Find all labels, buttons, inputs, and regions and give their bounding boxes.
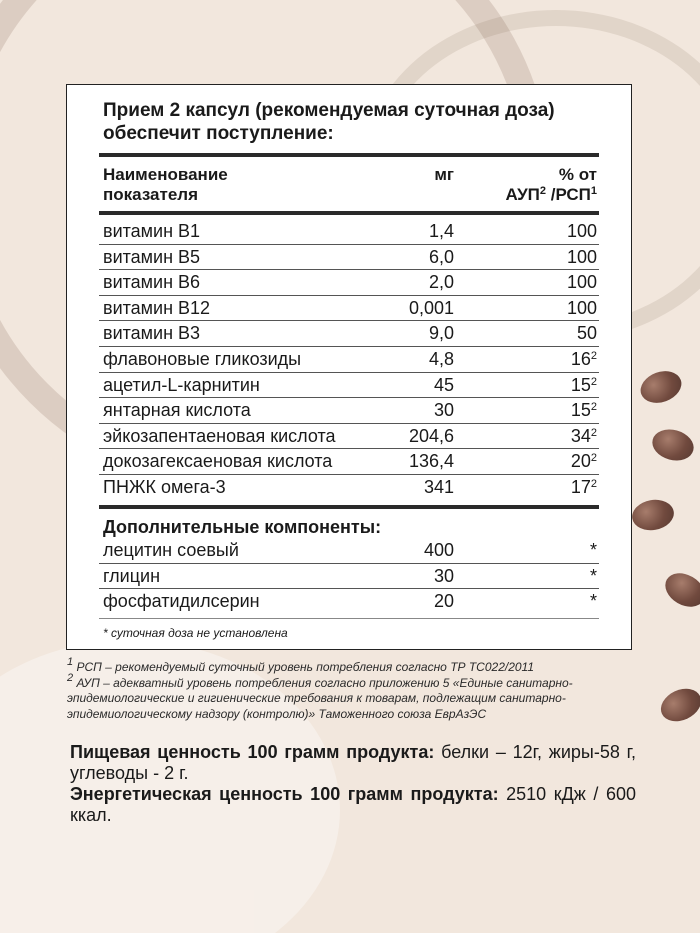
- nutrient-mg: 45: [433, 374, 454, 395]
- nutrient-percent: $16^2$: [570, 349, 597, 369]
- row-divider: [99, 563, 599, 564]
- nutrient-percent: 100: [566, 297, 597, 318]
- nutrient-percent: $15^2$: [570, 374, 597, 395]
- footnote-ref: 2: [590, 452, 597, 465]
- additional-components-title: Дополнительные компоненты:: [103, 517, 382, 537]
- capsule-image: [636, 366, 686, 409]
- nutrient-name: витамин В5: [103, 246, 201, 267]
- composition-panel: [66, 84, 632, 650]
- energy-value: Энергетическая ценность 100 грамм продукта: 2510 кДж / 600 ккал.: [70, 784, 636, 825]
- nutrient-percent: 100: [566, 246, 597, 267]
- intro-text: Прием 2 капсул (рекомендуемая суточная доза) обеспечит поступление:: [103, 100, 555, 144]
- header-name: Наименование показателя: [103, 165, 228, 204]
- nutrient-mg: 136,4: [408, 451, 454, 472]
- nutritional-value: Пищевая ценность 100 грамм продукта: белки – 12г, жиры-58 г, углеводы - 2 г.: [70, 742, 636, 783]
- table-end-rule: [99, 505, 599, 509]
- capsule-image: [649, 425, 697, 465]
- nutrient-mg: 2,0: [428, 272, 454, 293]
- additional-name: глицин: [103, 565, 161, 586]
- footnote-star: * суточная доза не установлена: [103, 626, 288, 640]
- nutrient-name: докозагексаеновая кислота: [103, 451, 333, 472]
- nutrient-mg: 30: [433, 400, 454, 421]
- additional-mg: 30: [433, 565, 454, 586]
- header-top-rule: [99, 153, 599, 157]
- nutrient-percent: 50: [576, 323, 597, 344]
- nutrition-info: [70, 742, 636, 826]
- nutrient-name: витамин В12: [103, 297, 211, 318]
- additional-end-rule: [99, 618, 599, 619]
- nutrient-name: эйкозапентаеновая кислота: [103, 425, 336, 446]
- footnotes: [67, 656, 637, 722]
- additional-percent: *: [589, 565, 597, 586]
- additional-percent: *: [589, 591, 597, 612]
- footnote-ref: 2: [590, 350, 597, 362]
- footnote-ref: 2: [590, 401, 597, 414]
- footnote-1: $^1$ РСП – рекомендуемый суточный уровень потребления согласно ТР ТС022/2011: [67, 656, 535, 674]
- nutrient-percent: 100: [566, 221, 597, 241]
- footnote-ref: 2: [590, 478, 597, 490]
- header-mg: мг: [434, 165, 454, 184]
- header-percent: % от АУП$^2$ /РСП$^1$: [505, 165, 597, 204]
- nutrient-name: ацетил-L-карнитин: [103, 374, 260, 395]
- nutrient-mg: 9,0: [428, 323, 454, 344]
- nutrient-mg: 1,4: [428, 221, 454, 241]
- nutrient-percent: 100: [566, 272, 597, 293]
- nutrient-percent: $15^2$: [570, 400, 597, 421]
- nutrient-name: витамин В6: [103, 272, 201, 293]
- additional-percent: *: [589, 540, 597, 560]
- header-bottom-rule: [99, 211, 599, 215]
- footnote-2: $^2$ АУП – адекватный уровень потребления согласно приложению 5 «Единые санитарно-эпидемиологические и гигиенические требования к товарам, подлежащим санитарно-эпидемиологическому надзору (контролю)» Таможенного союза ЕврАзЭС: [67, 671, 573, 721]
- additional-name: фосфатидилсерин: [103, 591, 260, 612]
- nutrient-mg: 0,001: [408, 297, 454, 318]
- footnote-ref: 2: [590, 426, 597, 439]
- nutrient-percent: $17^2$: [570, 477, 597, 497]
- nutrient-mg: 6,0: [428, 246, 454, 267]
- nutrient-percent: $20^2$: [570, 451, 597, 472]
- additional-mg: 20: [433, 591, 454, 612]
- nutrient-name: витамин В1: [103, 221, 201, 241]
- additional-name: лецитин соевый: [103, 540, 239, 560]
- capsule-image: [656, 683, 700, 728]
- nutrient-name: витамин В3: [103, 323, 201, 344]
- nutrient-mg: 341: [423, 477, 454, 497]
- nutrient-percent: $34^2$: [570, 425, 597, 446]
- nutrient-mg: 204,6: [408, 425, 454, 446]
- nutrient-name: ПНЖК омега-3: [103, 477, 226, 497]
- additional-mg: 400: [423, 540, 454, 560]
- footnote-ref: 2: [590, 375, 597, 388]
- capsule-image: [659, 567, 700, 614]
- capsule-image: [630, 497, 677, 534]
- nutrient-mg: 4,8: [428, 349, 454, 369]
- nutrient-name: флавоновые гликозиды: [103, 349, 302, 369]
- nutrient-name: янтарная кислота: [103, 400, 251, 421]
